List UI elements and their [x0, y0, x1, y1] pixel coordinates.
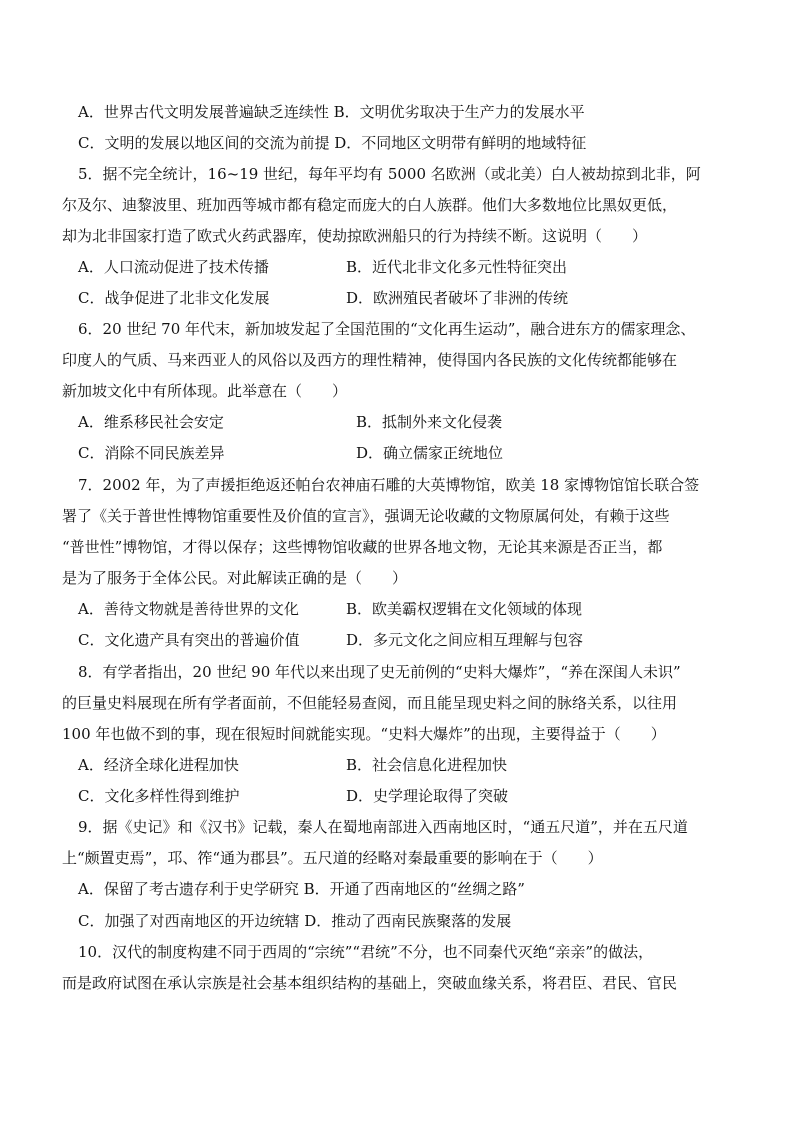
q6-stem-line2: 印度人的气质、马来西亚人的风俗以及西方的理性精神，使得国内各民族的文化传统都能够在	[62, 351, 678, 369]
q8-stem-line2: 的巨量史料展现在所有学者面前，不但能轻易查阅，而且能呈现史料之间的脉络关系，以往用	[62, 694, 678, 712]
q7-option-c: C．文化遗产具有突出的普遍价值	[78, 631, 300, 649]
q8-stem-line3: 100 年也做不到的事，现在很短时间就能实现。“史料大爆炸”的出现，主要得益于（ ）	[62, 725, 666, 743]
q5-option-c: C．战争促进了北非文化发展	[78, 289, 270, 307]
q7-option-a: A．善待文物就是善待世界的文化	[78, 600, 299, 618]
q5-stem-line1: 5．据不完全统计，16~19 世纪，每年平均有 5000 名欧洲（或北美）白人被劫掠到北非，阿	[78, 165, 701, 183]
q7-stem-line4: 是为了服务于全体公民。对此解读正确的是（ ）	[62, 569, 408, 587]
q6-option-d: D．确立儒家正统地位	[356, 444, 504, 462]
q9-options-row1: A．保留了考古遗存利于史学研究 B．开通了西南地区的“丝绸之路”	[78, 880, 525, 898]
q8-option-d: D．史学理论取得了突破	[346, 787, 509, 805]
q8-option-c: C．文化多样性得到维护	[78, 787, 240, 805]
q8-stem-line1: 8．有学者指出，20 世纪 90 年代以来出现了史无前例的“史料大爆炸”，“养在深闺人未识”	[78, 663, 681, 681]
q9-options-row2: C．加强了对西南地区的开边统辖 D．推动了西南民族聚落的发展	[78, 912, 512, 930]
q9-stem-line1: 9．据《史记》和《汉书》记载，秦人在蜀地南部进入西南地区时，“通五尺道”，并在五尺道	[78, 818, 688, 836]
q10-stem-line1: 10．汉代的制度构建不同于西周的“宗统”“君统”不分，也不同秦代灭绝“亲亲”的做法，	[78, 943, 654, 961]
q7-stem-line1: 7．2002 年，为了声援拒绝返还帕台农神庙石雕的大英博物馆，欧美 18 家博物馆馆长联合签	[78, 476, 700, 494]
q7-option-d: D．多元文化之间应相互理解与包容	[346, 631, 584, 649]
q6-option-a: A．维系移民社会安定	[78, 413, 224, 431]
q4-options-row1: A．世界古代文明发展普遍缺乏连续性 B．文明优劣取决于生产力的发展水平	[78, 103, 585, 121]
q5-stem-line2: 尔及尔、迪黎波里、班加西等城市都有稳定而庞大的白人族群。他们大多数地位比黑奴更低，	[62, 196, 678, 214]
q6-stem-line3: 新加坡文化中有所体现。此举意在（ ）	[62, 382, 348, 400]
q5-option-a: A．人口流动促进了技术传播	[78, 258, 269, 276]
q6-option-c: C．消除不同民族差异	[78, 444, 225, 462]
q10-stem-line2: 而是政府试图在承认宗族是社会基本组织结构的基础上，突破血缘关系，将君臣、君民、官民	[62, 974, 678, 992]
q5-stem-line3: 却为北非国家打造了欧式火药武器库，使劫掠欧洲船只的行为持续不断。这说明（ ）	[62, 227, 648, 245]
q7-option-b: B．欧美霸权逻辑在文化领域的体现	[346, 600, 583, 618]
q4-options-row2: C．文明的发展以地区间的交流为前提 D．不同地区文明带有鲜明的地域特征	[78, 134, 587, 152]
q5-option-d: D．欧洲殖民者破坏了非洲的传统	[346, 289, 569, 307]
q6-stem-line1: 6．20 世纪 70 年代末，新加坡发起了全国范围的“文化再生运动”，融合进东方的儒家理念、	[78, 320, 696, 338]
q9-stem-line2: 上“颇置吏焉”，邛、筰“通为郡县”。五尺道的经略对秦最重要的影响在于（ ）	[62, 849, 603, 867]
q8-option-b: B．社会信息化进程加快	[346, 756, 508, 774]
q6-option-b: B．抵制外来文化侵袭	[356, 413, 503, 431]
q8-option-a: A．经济全球化进程加快	[78, 756, 239, 774]
q7-stem-line3: “普世性”博物馆，才得以保存；这些博物馆收藏的世界各地文物，无论其来源是否正当，都	[62, 538, 663, 556]
q5-option-b: B．近代北非文化多元性特征突出	[346, 258, 568, 276]
q7-stem-line2: 署了《关于普世性博物馆重要性及价值的宣言》，强调无论收藏的文物原属何处，有赖于这些	[62, 507, 670, 525]
